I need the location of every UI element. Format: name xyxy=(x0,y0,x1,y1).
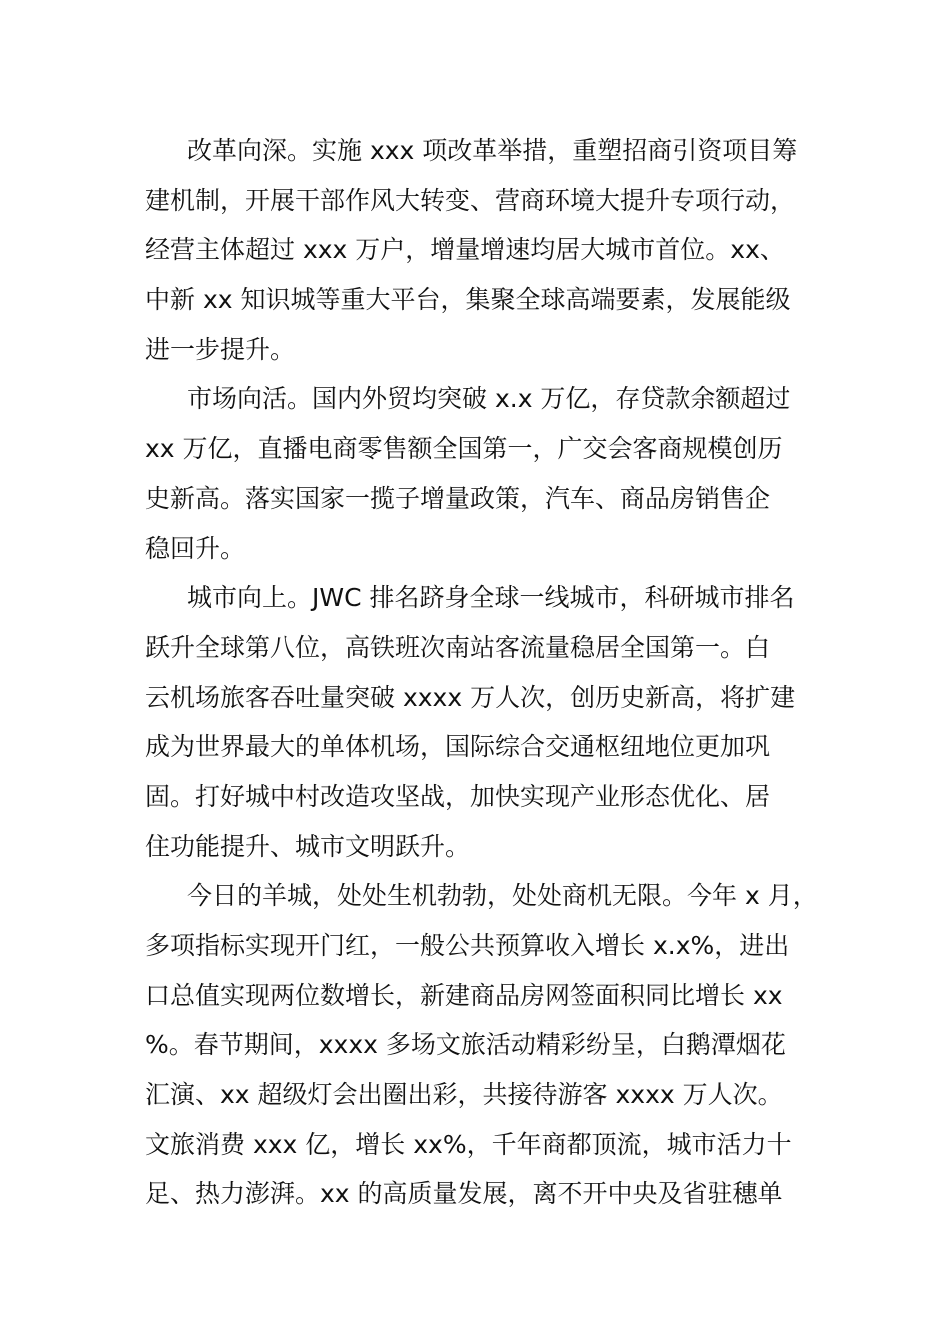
paragraph-reform-line-1: 改革向深。实施 xxx 项改革举措，重塑招商引资项目筹 xyxy=(187,136,798,165)
paragraph-today-line-4: %。春节期间，xxxx 多场文旅活动精彩纷呈，白鹅潭烟花 xyxy=(145,1030,786,1060)
paragraph-today-line-1: 今日的羊城，处处生机勃勃，处处商机无限。今年 x 月， xyxy=(187,881,818,911)
paragraph-today-line-2: 多项指标实现开门红，一般公共预算收入增长 x.x%，进出 xyxy=(145,931,790,960)
paragraph-reform-line-5: 进一步提升。 xyxy=(145,334,296,364)
paragraph-city-line-6: 住功能提升、城市文明跃升。 xyxy=(145,831,471,861)
paragraph-city-line-5: 固。打好城中村改造攻坚战，加快实现产业形态优化、居 xyxy=(145,781,771,811)
paragraph-city-line-2: 跃升全球第八位，高铁班次南站客流量稳居全国第一。白 xyxy=(145,632,771,662)
paragraph-market-line-2: xx 万亿，直播电商零售额全国第一，广交会客商规模创历 xyxy=(145,434,783,464)
paragraph-city-line-1: 城市向上。JWC 排名跻身全球一线城市，科研城市排名 xyxy=(187,583,795,613)
paragraph-market-line-4: 稳回升。 xyxy=(145,533,246,563)
paragraph-city-line-4: 成为世界最大的单体机场，国际综合交通枢纽地位更加巩 xyxy=(145,732,771,762)
paragraph-market-line-3: 史新高。落实国家一揽子增量政策，汽车、商品房销售企 xyxy=(145,483,771,513)
paragraph-reform-line-2: 建机制，开展干部作风大转变、营商环境大提升专项行动， xyxy=(145,185,796,215)
paragraph-city-line-3: 云机场旅客吞吐量突破 xxxx 万人次，创历史新高，将扩建 xyxy=(145,682,796,712)
paragraph-reform-line-3: 经营主体超过 xxx 万户，增量增速均居大城市首位。xx、 xyxy=(145,235,785,265)
paragraph-reform-line-4: 中新 xx 知识城等重大平台，集聚全球高端要素，发展能级 xyxy=(145,285,791,315)
document-body xyxy=(145,126,835,1219)
paragraph-today-line-3: 口总值实现两位数增长，新建商品房网签面积同比增长 xx xyxy=(145,980,783,1010)
paragraph-today-line-5: 汇演、xx 超级灯会出圈出彩，共接待游客 xxxx 万人次。 xyxy=(145,1080,783,1110)
paragraph-today-line-6: 文旅消费 xxx 亿，增长 xx%，千年商都顶流，城市活力十 xyxy=(145,1129,792,1159)
paragraph-today-line-7: 足、热力澎湃。xx 的高质量发展，离不开中央及省驻穗单 xyxy=(145,1179,783,1209)
paragraph-market-line-1: 市场向活。国内外贸均突破 x.x 万亿，存贷款余额超过 xyxy=(187,384,791,414)
